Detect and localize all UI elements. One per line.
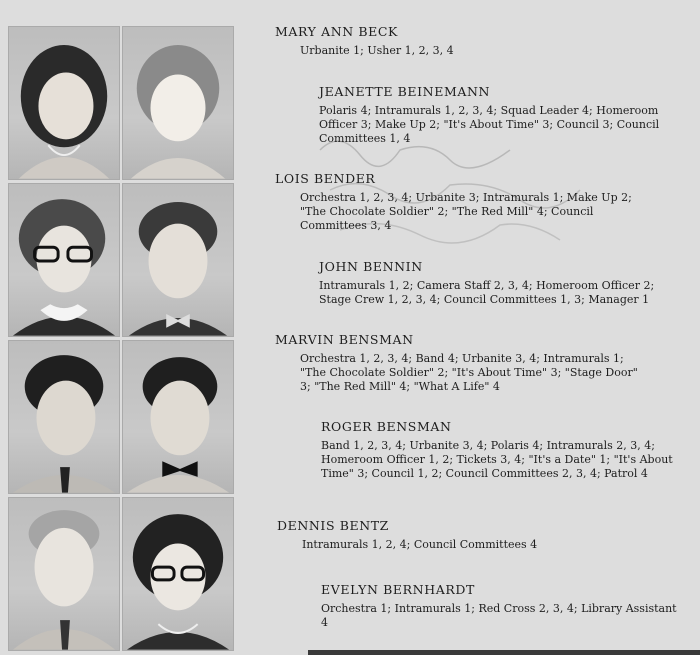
student-name: ROGER BENSMAN xyxy=(321,419,452,434)
entry-roger-bensman xyxy=(321,419,683,481)
entry-mary-ann-beck xyxy=(275,24,685,58)
entry-lois-bender xyxy=(275,171,635,233)
portrait-lois-bender xyxy=(8,183,120,337)
entry-marvin-bensman xyxy=(275,332,645,394)
portrait-dennis-bentz xyxy=(8,497,120,651)
student-activities: Urbanite 1; Usher 1, 2, 3, 4 xyxy=(300,44,454,57)
student-name: DENNIS BENTZ xyxy=(277,518,389,533)
portrait-marvin-bensman xyxy=(8,340,120,494)
next-page-edge xyxy=(308,650,700,655)
student-name: JEANETTE BEINEMANN xyxy=(319,84,491,99)
student-activities: Orchestra 1; Intramurals 1; Red Cross 2, 3, 4; Library Assistant 4 xyxy=(321,602,677,629)
portrait-roger-bensman xyxy=(122,340,234,494)
student-name: LOIS BENDER xyxy=(275,171,376,186)
portrait-evelyn-bernhardt xyxy=(122,497,234,651)
entry-dennis-bentz xyxy=(277,518,657,552)
student-activities: Orchestra 1, 2, 3, 4; Urbanite 3; Intramurals 1; Make Up 2; "The Chocolate Soldier" 2; "The Red Mill" 4; Council Committees 3, 4 xyxy=(300,191,632,232)
student-name: EVELYN BERNHARDT xyxy=(321,582,475,597)
portrait-john-bennin xyxy=(122,183,234,337)
portrait-grid xyxy=(8,26,234,655)
student-name: JOHN BENNIN xyxy=(319,259,423,274)
student-activities: Intramurals 1, 2, 4; Council Committees 4 xyxy=(302,538,538,551)
student-activities: Orchestra 1, 2, 3, 4; Band 4; Urbanite 3, 4; Intramurals 1; "The Chocolate Soldier" 2; "It's About Time" 3; "Stage Door" 3; "The Red Mill" 4; "What A Life" 4 xyxy=(300,352,638,393)
student-activities: Band 1, 2, 3, 4; Urbanite 3, 4; Polaris 4; Intramurals 2, 3, 4; Homeroom Officer 1, 2; Tickets 3, 4; "It's a Date" 1; "It's About Time" 3; Council 1, 2; Council Committees 2, 3, 4; Patrol 4 xyxy=(321,439,673,480)
portrait-mary-ann-beck xyxy=(8,26,120,180)
entry-jeanette-beinemann xyxy=(319,84,679,146)
student-activities: Polaris 4; Intramurals 1, 2, 3, 4; Squad Leader 4; Homeroom Officer 3; Make Up 2; "It's About Time" 3; Council 3; Council Committees 1, 4 xyxy=(319,104,660,145)
entry-evelyn-bernhardt xyxy=(321,582,679,630)
student-name: MARVIN BENSMAN xyxy=(275,332,414,347)
portrait-jeanette-beinemann xyxy=(122,26,234,180)
student-activities: Intramurals 1, 2; Camera Staff 2, 3, 4; Homeroom Officer 2; Stage Crew 1, 2, 3, 4; Council Committees 1, 3; Manager 1 xyxy=(319,279,655,306)
student-name: MARY ANN BECK xyxy=(275,24,398,39)
entry-john-bennin xyxy=(319,259,681,307)
